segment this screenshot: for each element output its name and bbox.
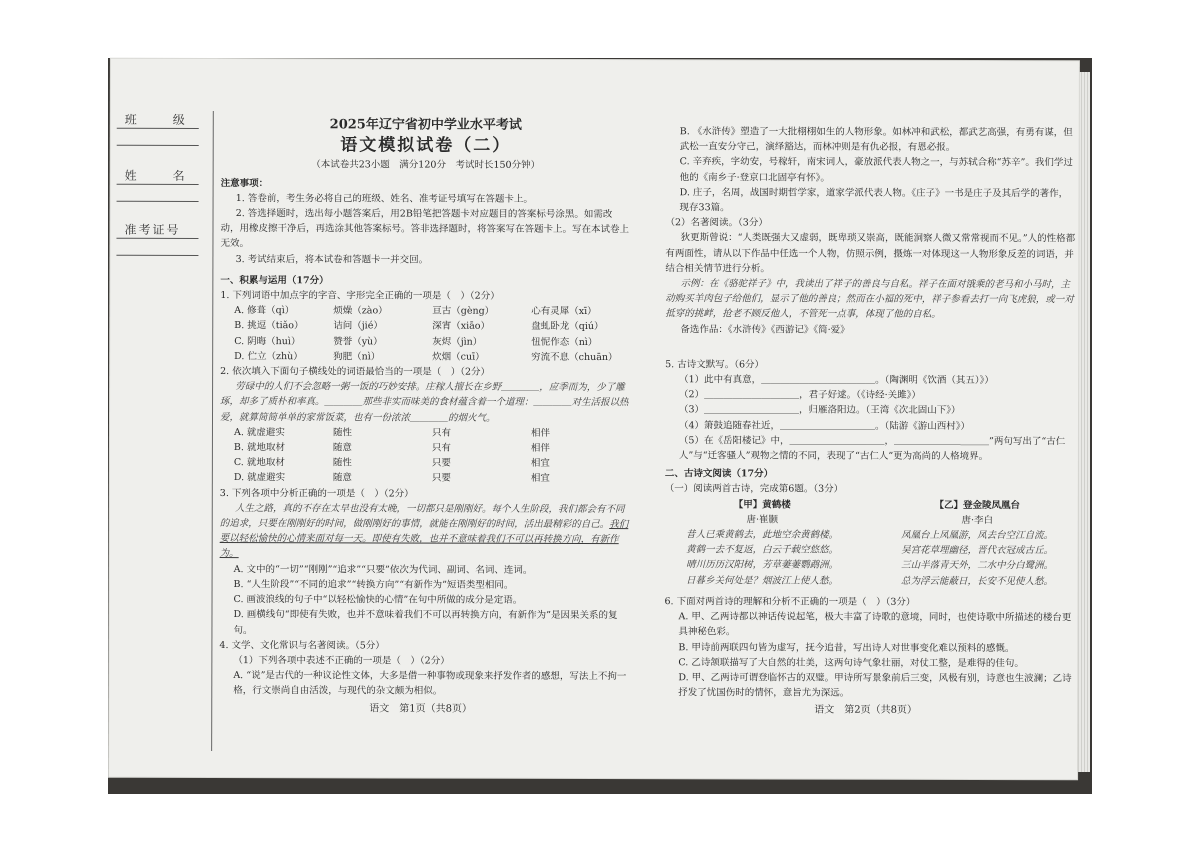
question-5: 5. 古诗文默写。（6分） [665, 359, 765, 371]
page-2-footer: 语文 第2页（共8页） [814, 704, 917, 716]
question-3: 3. 下列各项中分析正确的一项是（ ）（2分） [219, 487, 414, 500]
page-2 [664, 60, 1076, 701]
poem-line: 晴川历历汉阳树，芳草萋萋鹦鹉洲。 [686, 559, 839, 572]
q4-2-prompt: 狄更斯曾说：“人类既强大又虚弱，既卑琐又崇高，既能洞察人微又常常视而不见。”人的性格都有两面性，请从以下作品中任选一个人物，仿照示例，摄炼一对体现这一人物形象反差的词语，并结合相关情节进行分析。 [665, 232, 1076, 275]
q5-item: （4）箫鼓追随春社近，＿＿＿＿＿＿＿＿＿＿。（陆游《游山西村》） [678, 419, 971, 432]
exam-info: （本试卷共23小题 满分120分 考试时长150分钟） [311, 159, 541, 172]
q4-option-b: B. 《水浒传》塑造了一大批栩栩如生的人物形象。如林冲和武松，都武艺高强，有勇有谋，但武松一直安分守己，演绎豁达，而林冲则是有仇必报，有恩必报。 [679, 126, 1073, 154]
q3-option-b: B. “人生阶段”“不同的追求”“转换方向”“有新作为”短语类型相同。 [233, 578, 514, 591]
q6-option-a: A. 甲、乙两诗都以神话传说起笔，极大丰富了诗歌的意境，同时，也使诗歌中所描述的楼台更具神秘色彩。 [678, 611, 1072, 638]
poem-line: 三山半落青天外，二水中分白鹭洲。 [901, 560, 1054, 572]
question-4-2: （2）名著阅读。（3分） [665, 217, 768, 229]
question-4: 4. 文学、文化常识与名著阅读。（5分） [219, 639, 385, 652]
q4-option-c: C. 辛弃疾，字幼安，号稼轩，南宋词人，豪放派代表人物之一，与苏轼合称“苏辛”。我们学过他的《南乡子·登京口北固亭有怀》。 [679, 156, 1073, 184]
poem-b-author: 唐·李白 [961, 514, 994, 526]
name-field [117, 187, 199, 202]
q3-passage: 人生之路，真的不存在太早也没有太晚，一切都只是刚刚好。每个人生阶段，我们都会有不同的追求，只要在刚刚好的时间，做刚刚好的事情，就能在刚刚好的时间，活出最精彩的自己。我们要以轻松愉快的心情来面对每一天。即使有失败，也并不意味着我们不可以再转换方向，有新作为。 [219, 502, 629, 560]
poem-line: 吴宫花草埋幽径，晋代衣冠成古丘。 [901, 545, 1054, 557]
q5-item: （5）在《岳阳楼记》中，＿＿＿＿＿＿＿＿＿＿，＿＿＿＿＿＿＿＿＿＿”两句写出了“古仁人”与“迁客骚人”观物之情的不同，表现了“古仁人”更为高尚的人格境界。 [678, 435, 1066, 463]
page-1 [219, 59, 631, 700]
q2-options-row: B. 就地取材 随意 只有 相伴 [233, 442, 550, 454]
q3-option-c: C. 画波浪线的句子中“以轻松愉快的心情”在句中所做的成分是定语。 [233, 594, 523, 606]
poem-b [880, 497, 1075, 589]
class-label: 班 级 [117, 111, 199, 129]
id-field [116, 241, 198, 256]
q1-option-c: C. 阴晦（huì） 赞誉（yù） 灰烬（jìn） 忸怩作态（nì） [234, 335, 598, 348]
q2-passage: 劳碌中的人们不会忽略一粥一饭的巧妙安排。庄稼人擅长在乡野＿＿＿＿，应季而为，少了雕琢，却多了质朴和率真。＿＿＿＿那些非实而味美的食材蕴含着一个道理：＿＿＿＿对生活报以热爱，就算简简单单的家常饭菜，也有一份浓浓＿＿＿＿的烟火气。 [219, 381, 629, 424]
q5-item: （1）此中有真意，＿＿＿＿＿＿＿＿＿＿＿＿。（陶渊明《饮酒（其五）》） [679, 374, 994, 387]
q4-2-works: 备选作品：《水浒传》《西游记》《简·爱》 [680, 323, 850, 336]
question-2: 2. 依次填入下面句子横线处的词语最恰当的一项是（ ）（2分） [220, 366, 491, 378]
poem-line: 凤凰台上凤凰游，凤去台空江自流。 [901, 529, 1054, 542]
binding-line [211, 111, 214, 751]
q6-option-c: C. 乙诗颔联描写了大自然的壮美，这两句诗气象壮丽，对仗工整，是难得的佳句。 [678, 656, 1024, 669]
q2-options-row: C. 就地取材 随性 只要 相宜 [233, 457, 550, 470]
poem-line: 总为浮云能蔽日，长安不见使人愁。 [901, 575, 1054, 587]
notice-heading: 注意事项： [220, 177, 269, 189]
poem-a [665, 497, 860, 589]
question-4-1: （1）下列各项中表述不正确的一项是（ ）（2分） [233, 654, 450, 667]
exam-sheet [109, 59, 1079, 780]
notice-item: 3. 考试结束后，将本试卷和答题卡一并交回。 [235, 253, 429, 266]
binding-margin [109, 109, 211, 759]
q4-option-a: A. “说”是古代的一种议论性文体，大多是借一种事物或现象来抒发作者的感想，写法上不拘一格，行文崇尚自由活泼，与现代的杂文颇为相似。 [233, 670, 627, 697]
question-6: 6. 下面对两首诗的理解和分析不正确的一项是（ ）（3分） [664, 596, 916, 608]
section-2-part-1: （一）阅读两首古诗，完成第6题。（3分） [664, 483, 844, 496]
section-1-heading: 一、积累与运用（17分） [220, 274, 329, 287]
notice-item: 2. 答选择题时，选出每小题答案后，用2B铅笔把答题卡对应题目的答案标号涂黑。如需改动，用橡皮擦干净后，再选涂其他答案标号。答非选择题时，将答案写在答题卡上。写在本试卷上无效。 [220, 208, 630, 250]
section-2-heading: 二、古诗文阅读（17分） [664, 468, 774, 480]
poem-a-author: 唐·崔颢 [746, 514, 779, 526]
poem-b-title: 【乙】登金陵凤凰台 [934, 499, 1021, 511]
q3-option-a: A. 文中的“一切”“刚刚”“追求”“只要”依次为代词、副词、名词、连词。 [233, 563, 533, 576]
class-field [117, 131, 199, 146]
poem-a-title: 【甲】黄鹤楼 [733, 499, 791, 511]
exam-title: 2025年辽宁省初中学业水平考试 [329, 117, 522, 133]
poems [665, 497, 1075, 589]
poem-line: 黄鹤一去不复返，白云千载空悠悠。 [686, 544, 839, 556]
page-1-footer: 语文 第1页（共8页） [369, 703, 472, 715]
q3-option-d: D. 画横线句“即使有失败，也并不意味着我们不可以再转换方向，有新作为”是因果关系的复句。 [233, 609, 618, 636]
q4-2-example: 示例：在《骆驼祥子》中，我读出了祥子的善良与自私。祥子在面对饿乘的老马和小马时，主动购买羊肉包子给他们，显示了他的善良；然而在小福的死中，祥子参看去打一向飞虎狼，或一对抵穿的挑衅，抢老不顾反他人，不管死一点事，体现了他的自私。 [665, 278, 1074, 321]
q3-underlined-sentence: 我们要以轻松愉快的心情来面对每一天。即使有失败，也并不意味着我们不可以再转换方向，有新作为。 [219, 519, 629, 560]
id-label: 准考证号 [116, 221, 198, 239]
q4-option-d: D. 庄子，名周，战国时期哲学家，道家学派代表人物。《庄子》一书是庄子及其后学的著作，现存33篇。 [679, 187, 1069, 214]
q2-options-row: D. 就虚避实 随意 只要 相宜 [233, 472, 550, 485]
exam-subtitle: 语文模拟试卷（二） [340, 135, 512, 156]
question-1: 1. 下列词语中加点字的字音、字形完全正确的一项是（ ）（2分） [220, 290, 500, 302]
q2-options-row: A. 就虚避实 随性 只有 相伴 [233, 426, 550, 439]
q5-item: （3）＿＿＿＿＿＿＿＿＿＿，归雁洛阳边。（王湾《次北固山下》） [679, 404, 961, 417]
q6-option-d: D. 甲、乙两诗可谓登临怀古的双璧。甲诗所写景象前后三变，风极有别，诗意也生波澜；乙诗抒发了忧国伤时的情怀，意旨尤为深远。 [678, 672, 1072, 699]
notice-item: 1. 答卷前，考生务必将自己的班级、姓名、准考证号填写在答题卡上。 [235, 192, 533, 205]
q1-option-d: D. 伫立（zhù） 狗肥（nì） 炊烟（cuī） 穷流不息（chuān） [234, 350, 618, 363]
q6-option-b: B. 甲诗前两联四句皆为虚写，抚今追昔，写出诗人对世事变化难以预料的感慨。 [678, 641, 1015, 654]
poem-line: 日暮乡关何处是？烟波江上使人愁。 [686, 574, 839, 587]
poem-line: 昔人已乘黄鹤去，此地空余黄鹤楼。 [686, 529, 839, 541]
q5-item: （2）＿＿＿＿＿＿＿＿＿＿，君子好逑。（《诗经·关雎》） [679, 389, 921, 402]
name-label: 姓 名 [117, 167, 199, 185]
q1-option-b: B. 挑逗（tiǎo） 诘问（jié） 深宵（xiāo） 盘虬卧龙（qiú） [234, 320, 604, 333]
q1-option-a: A. 修葺（qì） 烦燥（zào） 亘古（gèng） 心有灵犀（xī） [234, 305, 597, 318]
